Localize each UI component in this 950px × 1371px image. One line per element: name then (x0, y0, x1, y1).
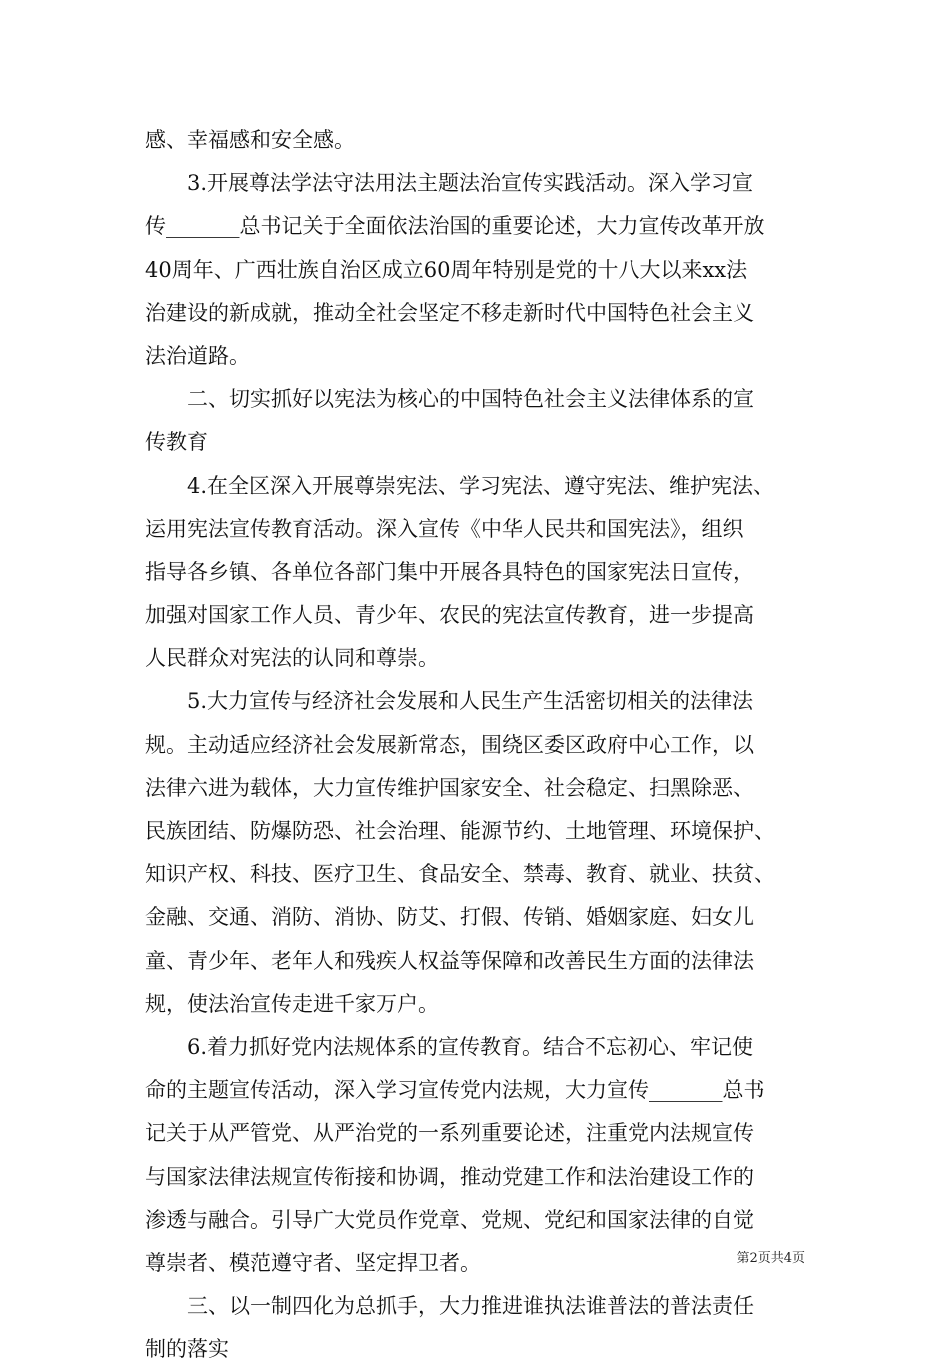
text-line: 治建设的新成就，推动全社会坚定不移走新时代中国特色社会主义 (145, 300, 754, 325)
text-line: 5.大力宣传与经济社会发展和人民生产生活密切相关的法律法 (145, 689, 754, 714)
text-line: 规。主动适应经济社会发展新常态，围绕区委区政府中心工作，以 (145, 732, 754, 757)
text-line: 童、青少年、老年人和残疾人权益等保障和改善民生方面的法律法 (145, 948, 754, 973)
text-line: 40周年、广西壮族自治区成立60周年特别是党的十八大以来xx法 (145, 257, 748, 282)
text-line: 指导各乡镇、各单位各部门集中开展各具特色的国家宪法日宣传， (145, 559, 754, 584)
text-line: 民族团结、防爆防恐、社会治理、能源节约、土地管理、环境保护、 (145, 819, 775, 843)
text-line: 金融、交通、消防、消协、防艾、打假、传销、婚姻家庭、妇女儿 (145, 905, 754, 930)
text-line: 知识产权、科技、医疗卫生、食品安全、禁毒、教育、就业、扶贫、 (145, 862, 775, 887)
text-line: 传_______总书记关于全面依法治国的重要论述，大力宣传改革开放 (145, 214, 765, 239)
text-line: 规，使法治宣传走进千家万户。 (145, 991, 439, 1016)
text-line: 记关于从严管党、从严治党的一系列重要论述，注重党内法规宣传 (145, 1121, 754, 1146)
text-line: 命的主题宣传活动，深入学习宣传党内法规，大力宣传_______总书 (145, 1078, 765, 1103)
text-line: 感、幸福感和安全感。 (145, 128, 355, 152)
text-line: 4.在全区深入开展尊崇宪法、学习宪法、遵守宪法、维护宪法、 (145, 473, 775, 498)
text-line: 法治道路。 (145, 343, 250, 368)
text-line: 三、以一制四化为总抓手，大力推进谁执法谁普法的普法责任 (145, 1294, 754, 1319)
text-line: 制的落实 (145, 1337, 229, 1362)
text-line: 与国家法律法规宣传衔接和协调，推动党建工作和法治建设工作的 (145, 1164, 754, 1189)
text-line: 尊崇者、模范遵守者、坚定捍卫者。 (145, 1250, 481, 1275)
text-line: 运用宪法宣传教育活动。深入宣传《中华人民共和国宪法》，组织 (145, 516, 744, 541)
text-line: 6.着力抓好党内法规体系的宣传教育。结合不忘初心、牢记使 (145, 1034, 754, 1059)
text-line: 人民群众对宪法的认同和尊崇。 (145, 646, 439, 671)
text-line: 法律六进为载体，大力宣传维护国家安全、社会稳定、扫黑除恶、 (145, 775, 754, 800)
page-number: 第2页共4页 (736, 1251, 805, 1266)
document-body (145, 119, 810, 1371)
text-line: 渗透与融合。引导广大党员作党章、党规、党纪和国家法律的自觉 (145, 1207, 754, 1232)
text-line: 加强对国家工作人员、青少年、农民的宪法宣传教育，进一步提高 (145, 603, 754, 628)
text-line: 传教育 (145, 430, 208, 455)
text-line: 3.开展尊法学法守法用法主题法治宣传实践活动。深入学习宣 (145, 171, 754, 196)
text-line: 二、切实抓好以宪法为核心的中国特色社会主义法律体系的宣 (145, 387, 754, 412)
